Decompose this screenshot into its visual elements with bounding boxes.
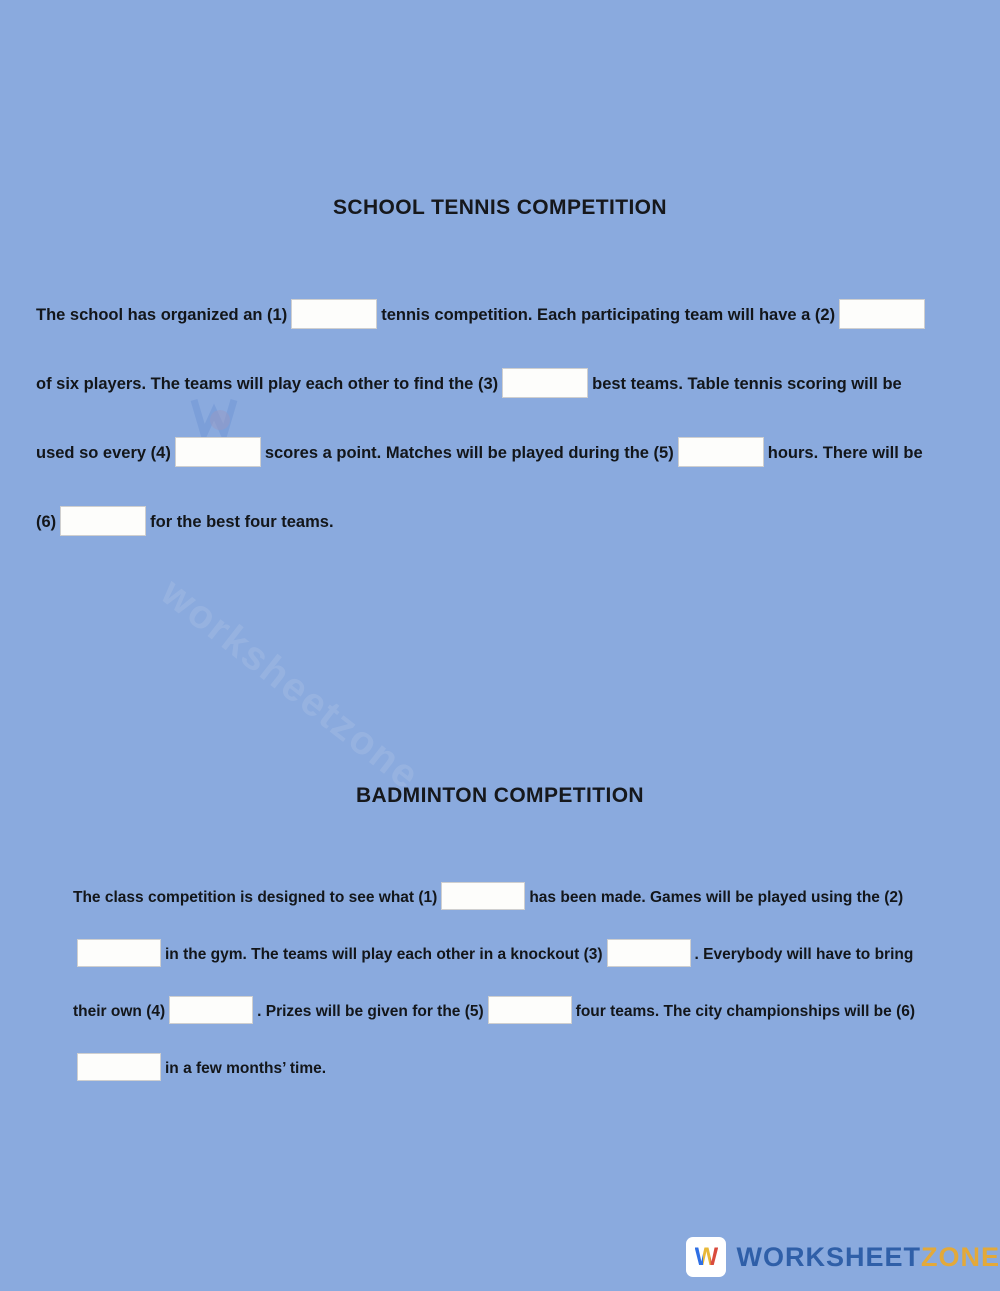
brand-name-part1: WORKSHEET xyxy=(736,1241,921,1272)
answer-blank-tennis-2[interactable] xyxy=(839,299,925,329)
answer-blank-tennis-6[interactable] xyxy=(60,506,146,536)
section-title-tennis: SCHOOL TENNIS COMPETITION xyxy=(333,196,667,219)
answer-blank-badminton-5[interactable] xyxy=(488,996,572,1024)
paragraph-text-run: in a few months’ time. xyxy=(165,1060,327,1077)
brand-name-part2: ZONE xyxy=(920,1241,1000,1272)
paragraph-text-run: best teams. Table tennis scoring will be used so every (4) xyxy=(36,375,907,462)
worksheetzone-logo-icon xyxy=(686,1237,726,1277)
paragraph-tennis xyxy=(36,281,941,557)
answer-blank-badminton-4[interactable] xyxy=(169,996,253,1024)
paragraph-text-run: in the gym. The teams will play each other in a knockout (3) xyxy=(165,946,603,963)
answer-blank-tennis-1[interactable] xyxy=(291,299,377,329)
answer-blank-tennis-5[interactable] xyxy=(678,437,764,467)
paragraph-text-run: hours. There will be (6) xyxy=(36,444,928,531)
footer-brand xyxy=(686,1237,1000,1277)
paragraph-text-run: has been made. Games will be played using the (2) xyxy=(529,889,904,906)
answer-blank-badminton-2[interactable] xyxy=(77,939,161,967)
section-title-badminton: BADMINTON COMPETITION xyxy=(355,784,644,807)
paragraph-text-run: tennis competition. Each participating team will have a (2) xyxy=(381,306,836,324)
answer-blank-badminton-6[interactable] xyxy=(77,1053,161,1081)
paragraph-text-run: The school has organized an (1) xyxy=(36,306,288,324)
paragraph-text-run: of six players. The teams will play each other to find the (3) xyxy=(36,375,499,393)
paragraph-text-run: . Everybody will have to bring their own (4) xyxy=(73,946,918,1020)
paragraph-text-run: The class competition is designed to see what (1) xyxy=(73,889,438,906)
answer-blank-tennis-4[interactable] xyxy=(175,437,261,467)
paragraph-badminton xyxy=(73,869,948,1097)
answer-blank-badminton-3[interactable] xyxy=(607,939,691,967)
watermark-text: worksheetzone xyxy=(152,570,429,799)
answer-blank-badminton-1[interactable] xyxy=(441,882,525,910)
brand-name xyxy=(736,1242,1000,1273)
paragraph-text-run: . Prizes will be given for the (5) xyxy=(257,1003,484,1020)
paragraph-text-run: four teams. The city championships will be (6) xyxy=(575,1003,916,1020)
paragraph-text-run: scores a point. Matches will be played during the (5) xyxy=(264,444,674,462)
answer-blank-tennis-3[interactable] xyxy=(502,368,588,398)
logo-letter: W xyxy=(694,1242,719,1271)
paragraph-text-run: for the best four teams. xyxy=(150,513,334,531)
